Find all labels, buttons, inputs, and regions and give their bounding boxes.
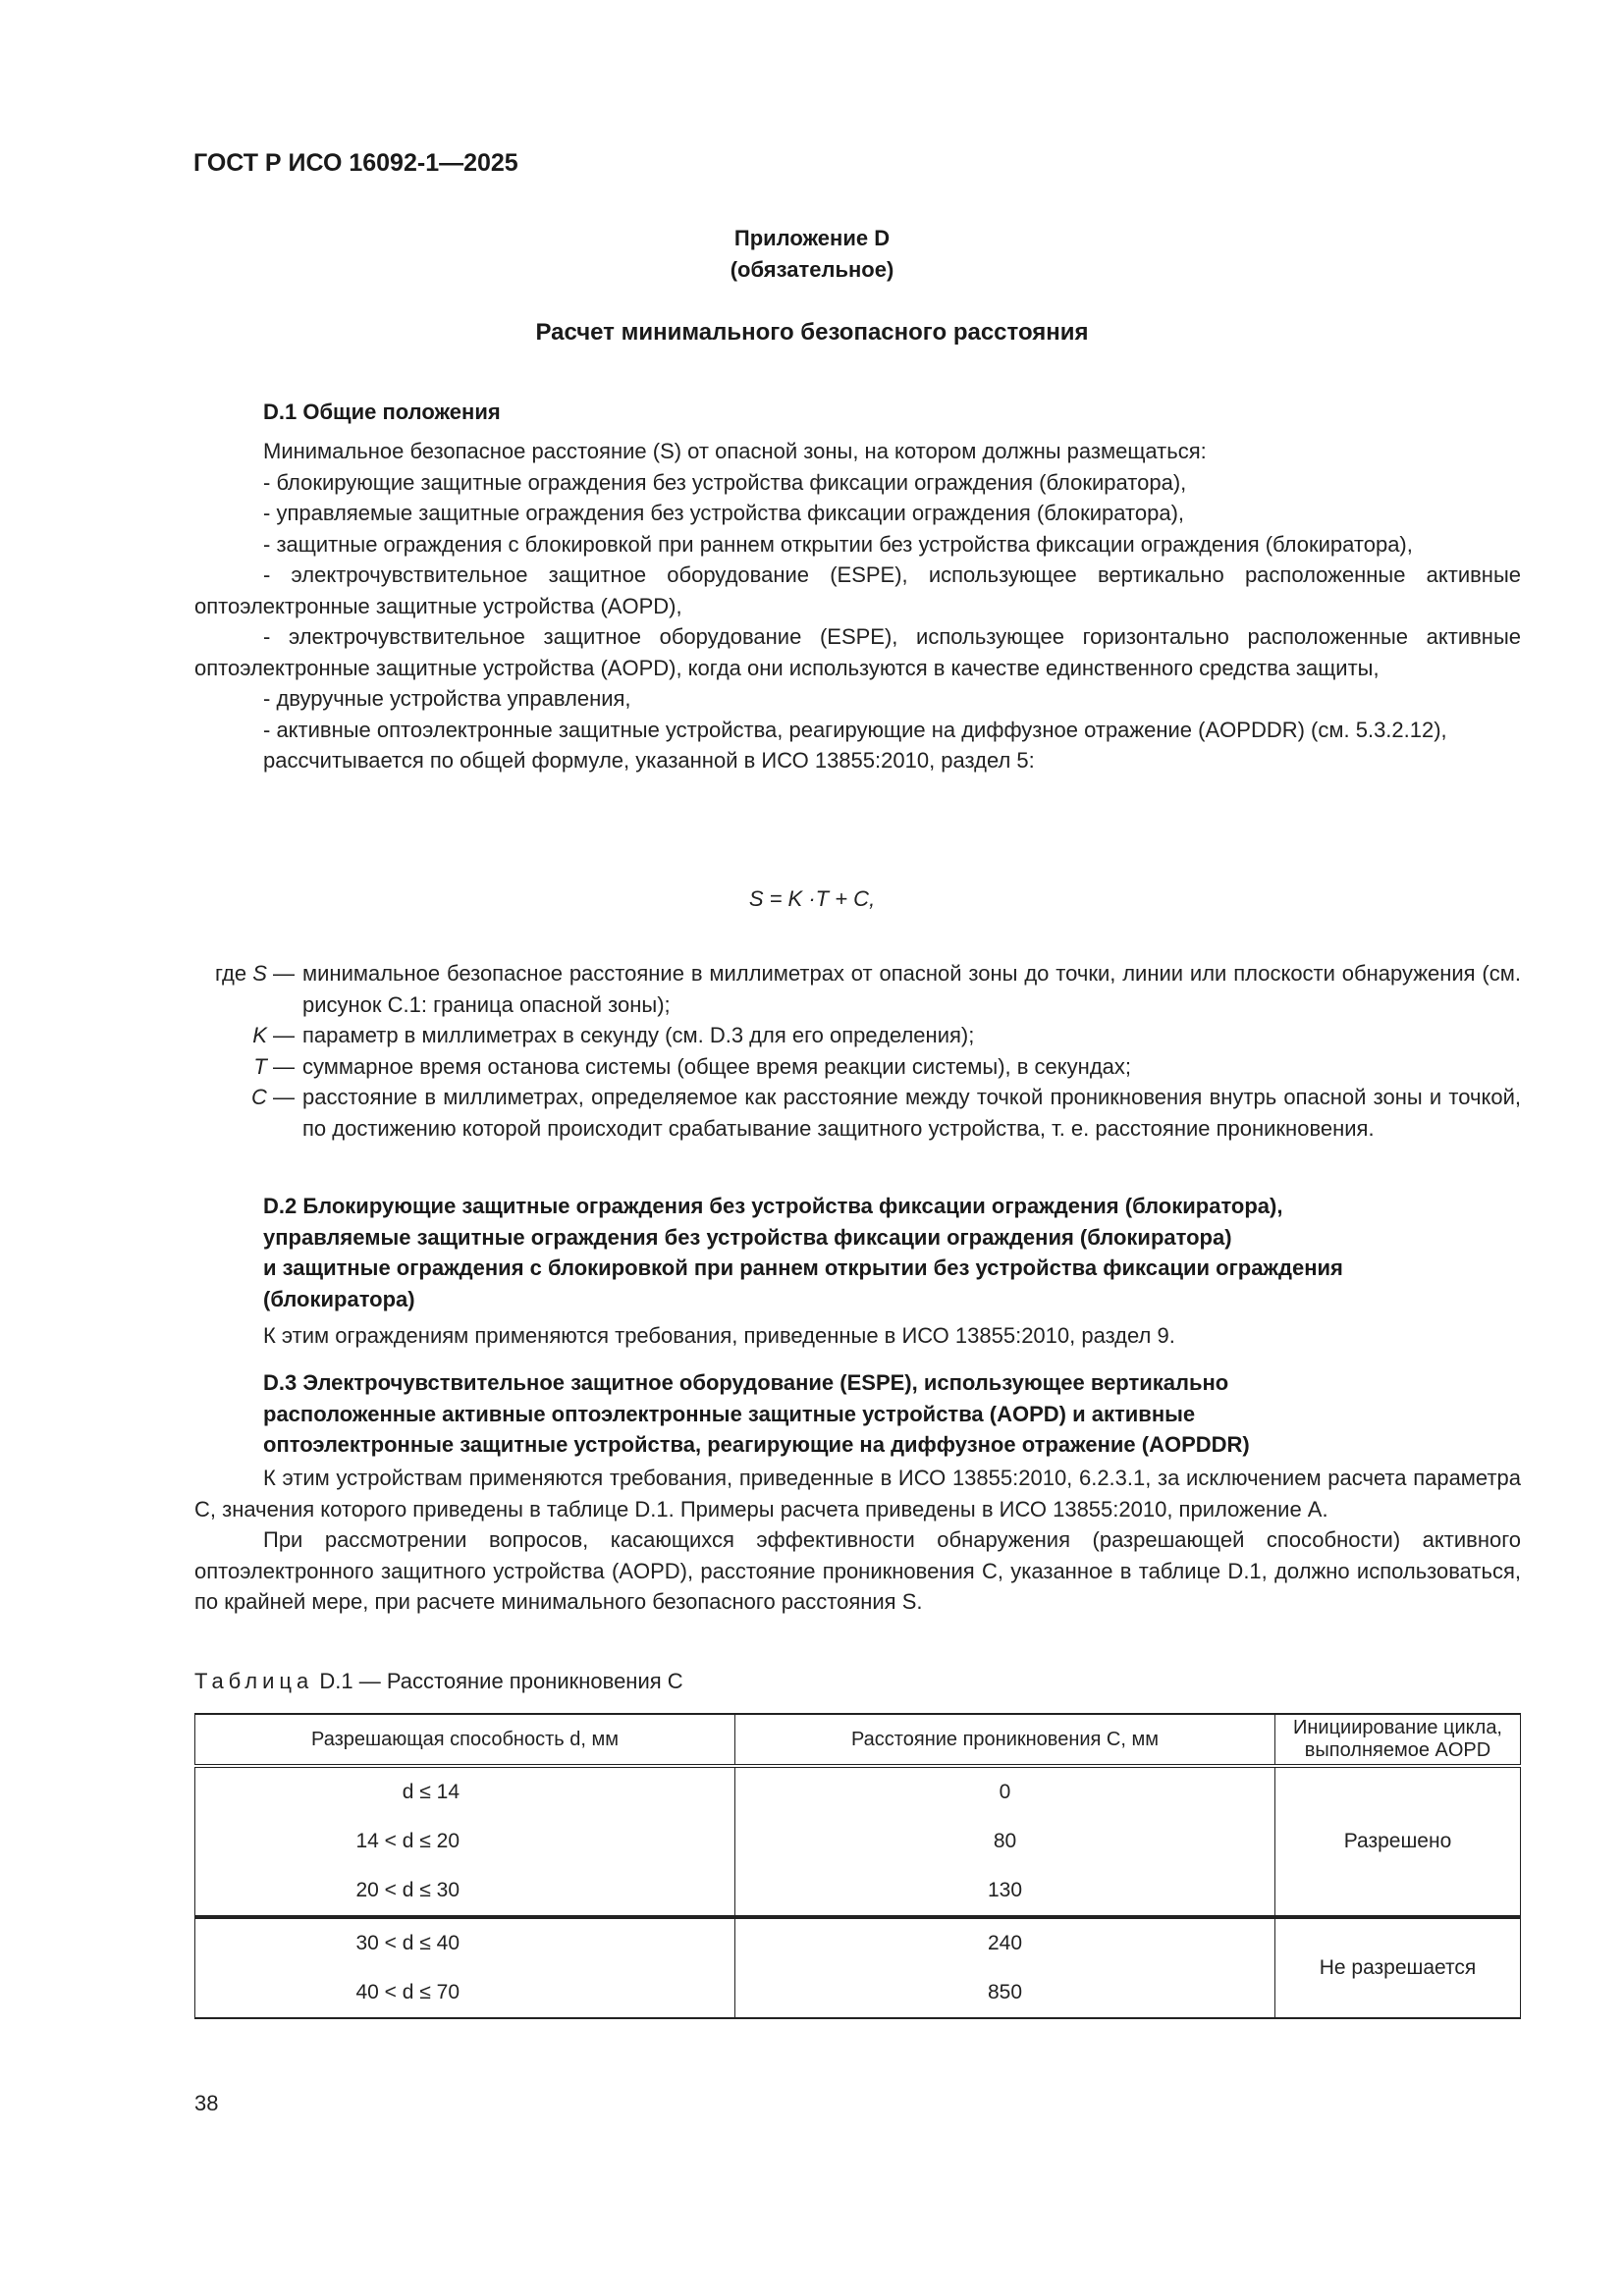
d1-intro: Минимальное безопасное расстояние (S) от опасной зоны, на котором должны размещаться: <box>263 439 1207 463</box>
resolution-cell: 40 < d ≤ 70 <box>195 1968 735 2018</box>
column-header: Разрешающая способность d, мм <box>195 1714 735 1766</box>
section-d2-heading <box>263 1191 1520 1314</box>
column-header: Инициирование цикла, выполняемое AOPD <box>1275 1714 1521 1766</box>
dash: — <box>273 1053 295 1079</box>
symbol: K <box>252 1023 267 1047</box>
d1-item: - управляемые защитные ограждения без устройства фиксации ограждения (блокиратора), <box>263 501 1185 525</box>
section-d1-heading: D.1 Общие положения <box>263 400 501 424</box>
d3-para: При рассмотрении вопросов, касающихся эффективности обнаружения (разрешающей способности) активного оптоэлектронного защитного устройства (AOPD), расстояние проникновения C, указанное в таблице D.1, должно использоваться, по крайней мере, при расчете минимального безопасного расстояния S. <box>194 1527 1521 1614</box>
where-item <box>194 1051 1521 1083</box>
where-text: параметр в миллиметрах в секунду (см. D.3 для его определения); <box>302 1023 975 1047</box>
d3-para: К этим устройствам применяются требования, приведенные в ИСО 13855:2010, 6.2.3.1, за исключением расчета параметра C, значения которого приведены в таблице D.1. Примеры расчета приведены в ИСО 13855:2010, приложение А. <box>194 1466 1521 1522</box>
formula: S = K ·T + C, <box>748 886 876 911</box>
symbol: T <box>253 1053 267 1079</box>
where-prefix: где <box>214 961 247 986</box>
d1-item: - электрочувствительное защитное оборудование (ESPE), использующее вертикально расположенные активные оптоэлектронные защитные устройства (AOPD), <box>194 562 1521 618</box>
d1-item: - активные оптоэлектронные защитные устройства, реагирующие на диффузное отражение (AOPDDR) (см. 5.3.2.12), <box>263 717 1447 742</box>
appendix-status: (обязательное) <box>730 257 894 282</box>
section-d2-body: К этим ограждениям применяются требования, приведенные в ИСО 13855:2010, раздел 9. <box>263 1323 1175 1348</box>
column-header: Расстояние проникновения C, мм <box>735 1714 1275 1766</box>
distance-cell: 240 <box>735 1917 1275 1968</box>
resolution-cell: 30 < d ≤ 40 <box>195 1917 735 1968</box>
table-row <box>195 1917 1521 1968</box>
page-number: 38 <box>194 2091 219 2115</box>
resolution-cell: d ≤ 14 <box>195 1766 735 1817</box>
heading-line: оптоэлектронные защитные устройства, реагирующие на диффузное отражение (AOPDDR) <box>263 1432 1250 1457</box>
resolution-cell: 20 < d ≤ 30 <box>195 1866 735 1917</box>
appendix-title: Расчет минимального безопасного расстояния <box>535 319 1089 346</box>
heading-line: и защитные ограждения с блокировкой при раннем открытии без устройства фиксации ограждения <box>263 1255 1343 1280</box>
d1-item: - защитные ограждения с блокировкой при раннем открытии без устройства фиксации ограждения (блокиратора), <box>263 531 1413 557</box>
heading-line: D.3 Электрочувствительное защитное оборудование (ESPE), использующее вертикально <box>263 1370 1229 1395</box>
section-d3-body <box>194 1463 1521 1618</box>
distance-cell: 0 <box>735 1766 1275 1817</box>
dash: — <box>273 1085 295 1109</box>
cycle-initiation-cell: Разрешено <box>1275 1766 1521 1917</box>
symbol: C <box>250 1085 267 1109</box>
resolution-cell: 14 < d ≤ 20 <box>195 1817 735 1866</box>
heading-line: D.2 Блокирующие защитные ограждения без устройства фиксации ограждения (блокиратора), <box>263 1194 1283 1218</box>
section-d3-heading <box>263 1367 1520 1461</box>
dash: — <box>273 961 295 986</box>
d1-item: - двуручные устройства управления, <box>263 686 631 711</box>
table-row <box>195 1766 1521 1817</box>
heading-line: управляемые защитные ограждения без устройства фиксации ограждения (блокиратора) <box>263 1224 1232 1250</box>
heading-line: (блокиратора) <box>263 1286 415 1311</box>
d1-item: - блокирующие защитные ограждения без устройства фиксации ограждения (блокиратора), <box>263 469 1187 495</box>
where-text: суммарное время останова системы (общее время реакции системы), в секундах; <box>302 1053 1132 1079</box>
where-item <box>194 1082 1521 1144</box>
table-caption-prefix: Таблица <box>194 1669 314 1693</box>
d1-item: - электрочувствительное защитное оборудование (ESPE), использующее горизонтально расположенные активные оптоэлектронные защитные устройства (AOPD), когда они используются в качестве единственного средства защиты, <box>194 624 1521 680</box>
d1-outro: рассчитывается по общей формуле, указанной в ИСО 13855:2010, раздел 5: <box>263 748 1035 773</box>
where-text: минимальное безопасное расстояние в миллиметрах от опасной зоны до точки, линии или плоскости обнаружения (см. рисунок С.1: граница опасной зоны); <box>302 961 1521 1017</box>
penetration-distance-table <box>194 1713 1521 2019</box>
table-caption <box>194 1669 683 1694</box>
distance-cell: 130 <box>735 1866 1275 1917</box>
section-d1-body <box>194 436 1521 776</box>
table-header-row <box>195 1714 1521 1766</box>
table-caption-text: D.1 — Расстояние проникновения C <box>319 1669 683 1693</box>
distance-cell: 80 <box>735 1817 1275 1866</box>
where-text: расстояние в миллиметрах, определяемое как расстояние между точкой проникновения внутрь опасной зоны и точкой, по достижению которой происходит срабатывание защитного устройства, т. е. расстояние проникновения. <box>302 1085 1521 1141</box>
document-id: ГОСТ Р ИСО 16092-1—2025 <box>193 149 518 177</box>
distance-cell: 850 <box>735 1968 1275 2018</box>
symbol: S <box>252 961 267 986</box>
cycle-initiation-cell: Не разрешается <box>1275 1917 1521 2018</box>
appendix-label: Приложение D <box>733 226 891 250</box>
dash: — <box>273 1023 295 1047</box>
where-item <box>194 1020 1521 1051</box>
where-list <box>194 958 1521 1144</box>
where-item <box>194 958 1521 1020</box>
heading-line: расположенные активные оптоэлектронные защитные устройства (AOPD) и активные <box>263 1401 1196 1426</box>
